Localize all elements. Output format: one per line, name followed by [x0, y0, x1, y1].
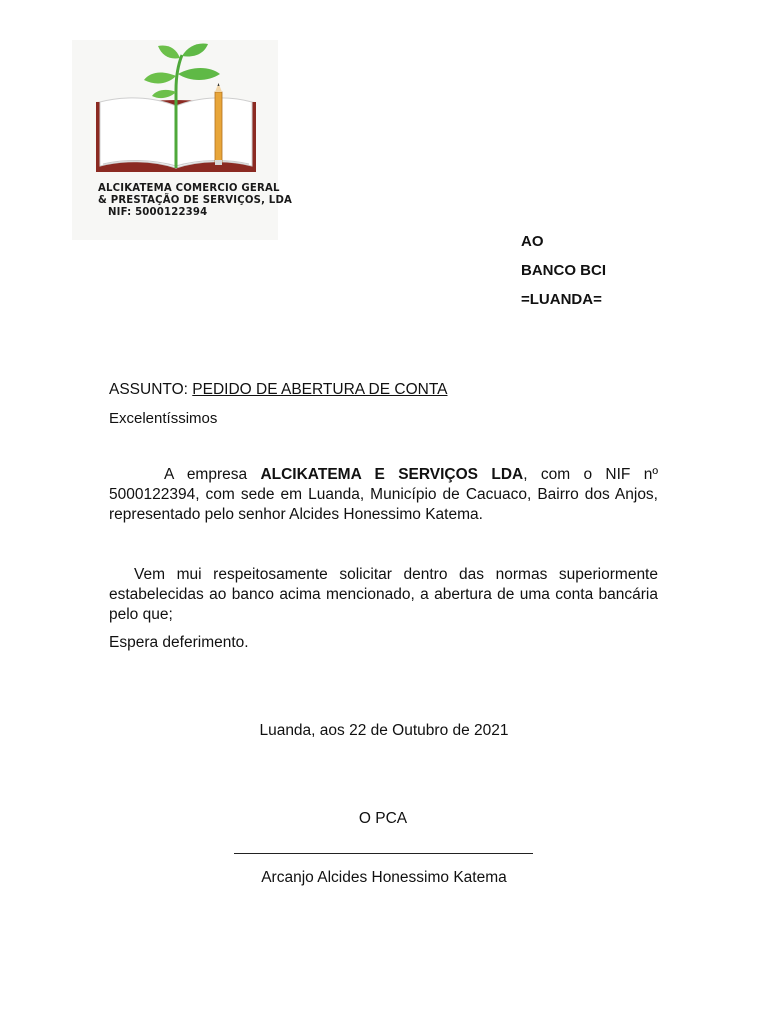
- date-line: Luanda, aos 22 de Outubro de 2021: [259, 722, 509, 739]
- company-nif: NIF: 5000122394: [108, 205, 208, 218]
- subject-label: ASSUNTO:: [109, 381, 193, 398]
- company-name-line1: ALCIKATEMA COMERCIO GERAL: [98, 181, 280, 194]
- recipient-bank: BANCO BCI: [521, 262, 606, 279]
- closing-text: Espera deferimento.: [109, 634, 249, 651]
- salutation: Excelentíssimos: [109, 410, 218, 427]
- body-paragraph-1: [109, 465, 658, 525]
- book-plant-pencil-icon: [72, 40, 278, 180]
- body-paragraph-2: Vem mui respeitosamente solicitar dentro das normas superiormente estabelecidas ao banco acima mencionado, a abertura de uma conta bancária pelo que;: [109, 566, 658, 623]
- recipient-line-1: AO: [521, 233, 544, 250]
- signer-name: Arcanjo Alcides Honessimo Katema: [261, 869, 507, 886]
- subject-line: [109, 380, 448, 399]
- company-logo: [72, 40, 293, 240]
- paragraph1-rest: , com o NIF nº 5000122394, com sede em Luanda, Município de Cacuaco, Bairro dos Anjos, representado pelo senhor Alcides Honessimo Katema.: [109, 466, 658, 523]
- signature-line: [234, 853, 533, 854]
- recipient-city: =LUANDA=: [521, 291, 602, 308]
- signer-title: O PCA: [358, 810, 408, 827]
- company-name-line2: & PRESTAÇÃO DE SERVIÇOS, LDA: [98, 193, 293, 206]
- subject-text: PEDIDO DE ABERTURA DE CONTA: [192, 381, 448, 398]
- paragraph1-intro: A empresa: [164, 466, 261, 483]
- company-name-bold: ALCIKATEMA E SERVIÇOS LDA: [260, 466, 524, 483]
